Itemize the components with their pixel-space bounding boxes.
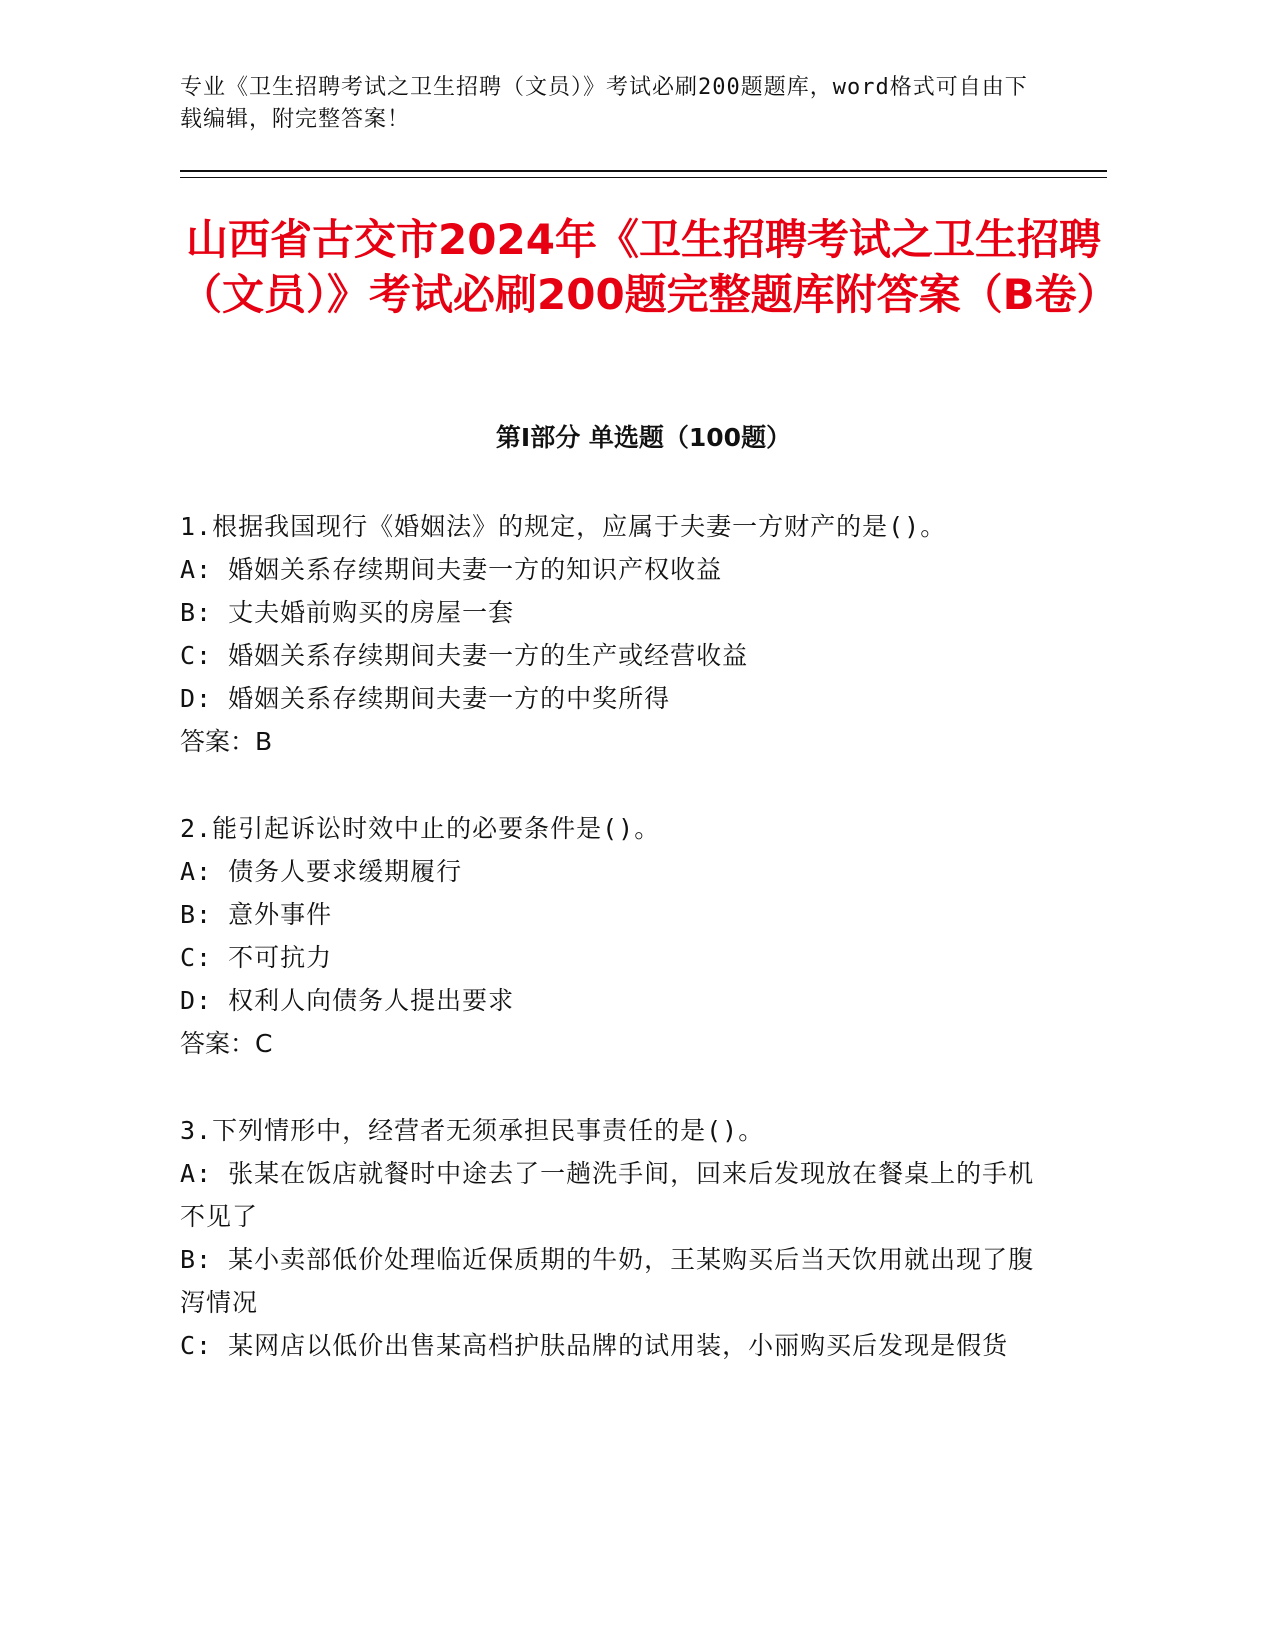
option-a: A: 债务人要求缓期履行 (180, 857, 463, 886)
header-note: 专业《卫生招聘考试之卫生招聘（文员）》考试必刷200题题库，word格式可自由下载编辑，附完整答案！ (180, 75, 1028, 132)
question-3 (180, 1109, 1040, 1367)
question-list (180, 505, 1040, 1411)
option-c: C: 不可抗力 (180, 943, 333, 972)
option-d: D: 婚姻关系存续期间夫妻一方的中奖所得 (180, 684, 671, 713)
option-a: A: 张某在饭店就餐时中途去了一趟洗手间，回来后发现放在餐桌上的手机不见了 (180, 1159, 1035, 1231)
document-title: 山西省古交市2024年《卫生招聘考试之卫生招聘（文员）》考试必刷200题完整题库附答案（B卷） (180, 215, 1119, 319)
answer: 答案：C (180, 1029, 273, 1058)
option-d: D: 权利人向债务人提出要求 (180, 986, 515, 1015)
option-c: C: 某网店以低价出售某高档护肤品牌的试用装，小丽购买后发现是假货 (180, 1331, 1009, 1360)
section-heading: 第Ⅰ部分 单选题（100题） (495, 423, 792, 452)
question-stem: 3.下列情形中，经营者无须承担民事责任的是()。 (180, 1116, 765, 1145)
question-1 (180, 505, 1040, 763)
question-stem: 2.能引起诉讼时效中止的必要条件是()。 (180, 814, 661, 843)
option-b: B: 丈夫婚前购买的房屋一套 (180, 598, 515, 627)
header-divider-thin (180, 177, 1107, 178)
option-b: B: 某小卖部低价处理临近保质期的牛奶，王某购买后当天饮用就出现了腹泻情况 (180, 1245, 1035, 1317)
option-a: A: 婚姻关系存续期间夫妻一方的知识产权收益 (180, 555, 723, 584)
header-divider-thick (180, 170, 1107, 172)
option-c: C: 婚姻关系存续期间夫妻一方的生产或经营收益 (180, 641, 749, 670)
question-stem: 1.根据我国现行《婚姻法》的规定，应属于夫妻一方财产的是()。 (180, 512, 947, 541)
question-2 (180, 807, 1040, 1065)
answer: 答案：B (180, 727, 273, 756)
option-b: B: 意外事件 (180, 900, 333, 929)
